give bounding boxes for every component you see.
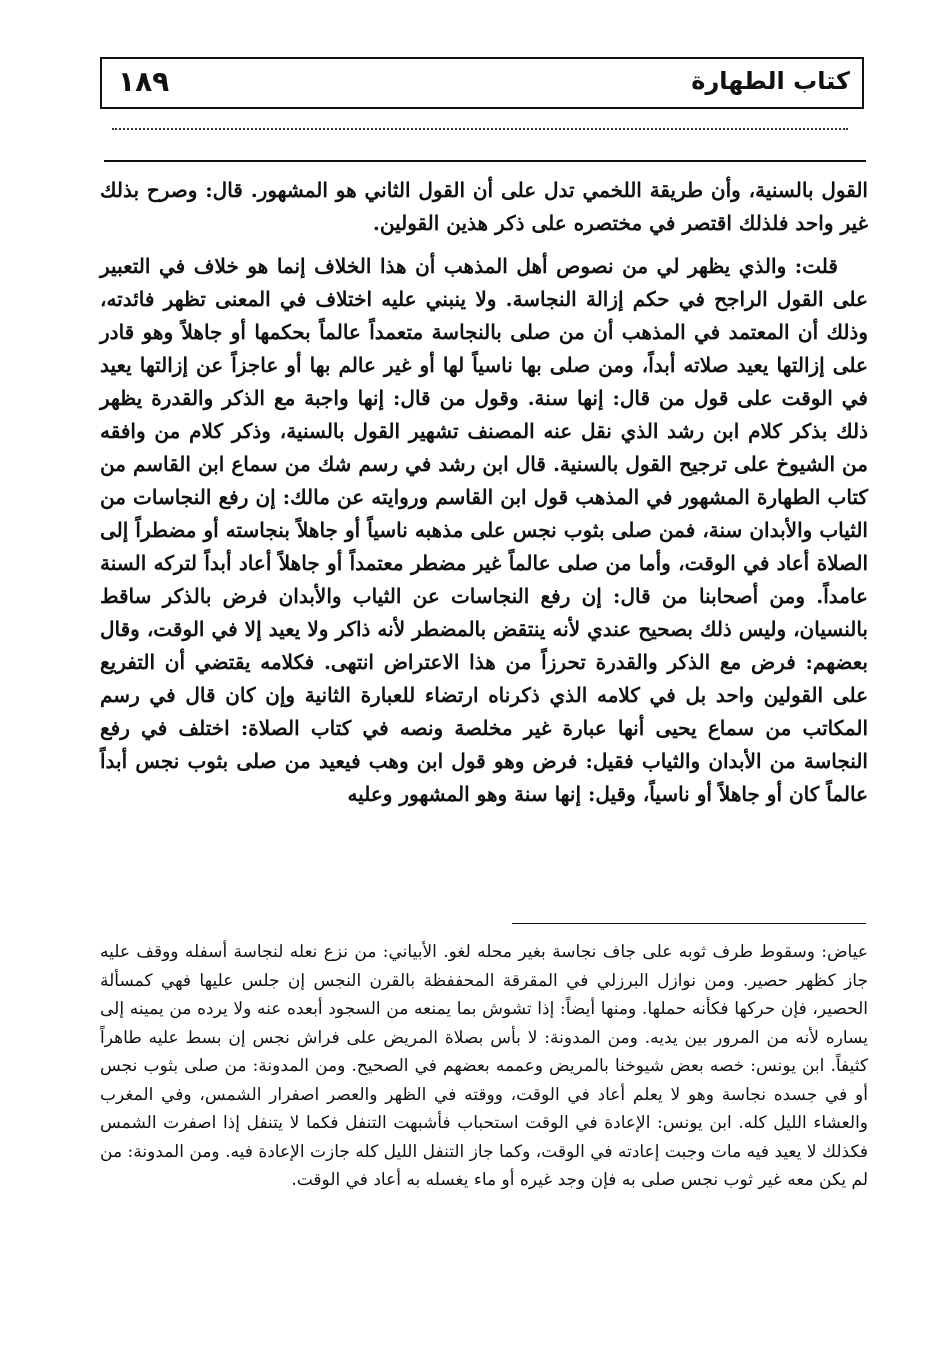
top-rule: [104, 160, 866, 162]
footnote: عياض: وسقوط طرف ثوبه على جاف نجاسة بغير محله لغو. الأبياني: من نزع نعله لنجاسة أسفله ووقف عليه جاز كظهر حصير. ومن نوازل البرزلي في المقرقة المحففظة بالقرن النجس إن جلس عليها فهي كمسألة الحصير، فإن حركها فكأنه حملها. ومنها أيضاً: إذا تشوش بما يمنعه من السجود أبعده عنه ولا يرده من يمينه إلى يساره لأنه من المرور بين يديه. ومن المدونة: لا بأس بصلاة المريض على فراش نجس إن بسط عليه طاهراً كثيفاً. ابن يونس: خصه بعض شيوخنا بالمريض وعممه بعضهم في الصحيح. ومن المدونة: من صلى بثوب نجس أو في جسده نجاسة وهو لا يعلم أعاد في الوقت، ووقته في الظهر والعصر اصفرار الشمس، وفي المغرب والعشاء الليل كله. ابن يونس: الإعادة في الوقت استحباب فأشبهت التنفل فكما لا يتنفل إذا اصفرت الشمس فكذلك لا يعيد فيه مات وجبت إعادته في الوقت، وكما جاز التنفل الليل كله جازت الإعادة فيه. ومن المدونة: من لم يكن معه غير ثوب نجس صلى به فإن وجد غيره أو ماء يغسله به أعاد في الوقت.: [100, 942, 868, 1190]
dotted-separator: [112, 118, 848, 130]
main-paragraph: قلت: والذي يظهر لي من نصوص أهل المذهب أن هذا الخلاف إنما هو خلاف في التعبير على القول الراجح في حكم إزالة النجاسة. ولا ينبني عليه اختلاف في المعنى تظهر فائدته، وذلك أن المعتمد في المذهب أن من صلى بالنجاسة متعمداً عالماً بحكمها أو جاهلاً وهو قادر على إزالتها يعيد صلاته أبداً، ومن صلى بها ناسياً لها أو غير عالم بها أو عاجزاً عن إزالتها يعيد في الوقت على قول من قال: إنها سنة. وقول من قال: إنها واجبة مع الذكر والقدرة يظهر ذلك بذكر كلام ابن رشد الذي نقل عنه المصنف تشهير القول بالسنية، وذكر كلام من وافقه من الشيوخ على ترجيح القول بالسنية. قال ابن رشد في رسم شك من سماع ابن القاسم من كتاب الطهارة المشهور في المذهب قول ابن القاسم وروايته عن مالك: إن رفع النجاسات من الثياب والأبدان سنة، فمن صلى بثوب نجس على مذهبه ناسياً أو جاهلاً بنجاسته أو مضطراً إلى الصلاة أعاد في الوقت، وأما من صلى عالماً غير مضطر معتمداً أو جاهلاً أعاد أبداً لتركه السنة عامداً. ومن أصحابنا من قال: إن رفع النجاسات عن الثياب والأبدان فرض بالذكر ساقط بالنسيان، وليس ذلك بصحيح عندي لأنه ينتقض بالمضطر لأنه ذاكر ولا يعيد إلا في الوقت، وقال بعضهم: فرض مع الذكر والقدرة تحرزاً من هذا الاعتراض انتهى. فكلامه يقتضي أن التفريع على القولين واحد بل في كلامه الذي ذكرناه ارتضاء للعبارة الثانية وإن كان قال في رسم المكاتب من سماع يحيى أنها عبارة غير مخلصة ونصه في كتاب الصلاة: اختلف في رفع النجاسة من الأبدان والثياب فقيل: فرض وهو قول ابن وهب فيعيد من صلى بثوب نجس أبداً عالماً كان أو جاهلاً أو ناسياً، وقيل: إنها سنة وهو المشهور وعليه: [100, 254, 868, 806]
page-number: ١٨٩: [118, 65, 170, 98]
footnote-rule: [512, 923, 866, 924]
running-header: [100, 57, 864, 109]
main-paragraph: القول بالسنية، وأن طريقة اللخمي تدل على أن القول الثاني هو المشهور. قال: وصرح بذلك غير واحد فلذلك اقتصر في مختصره على ذكر هذين القولين.: [100, 178, 868, 235]
main-text: [100, 174, 868, 811]
book-title: كتاب الطهارة: [691, 67, 850, 95]
